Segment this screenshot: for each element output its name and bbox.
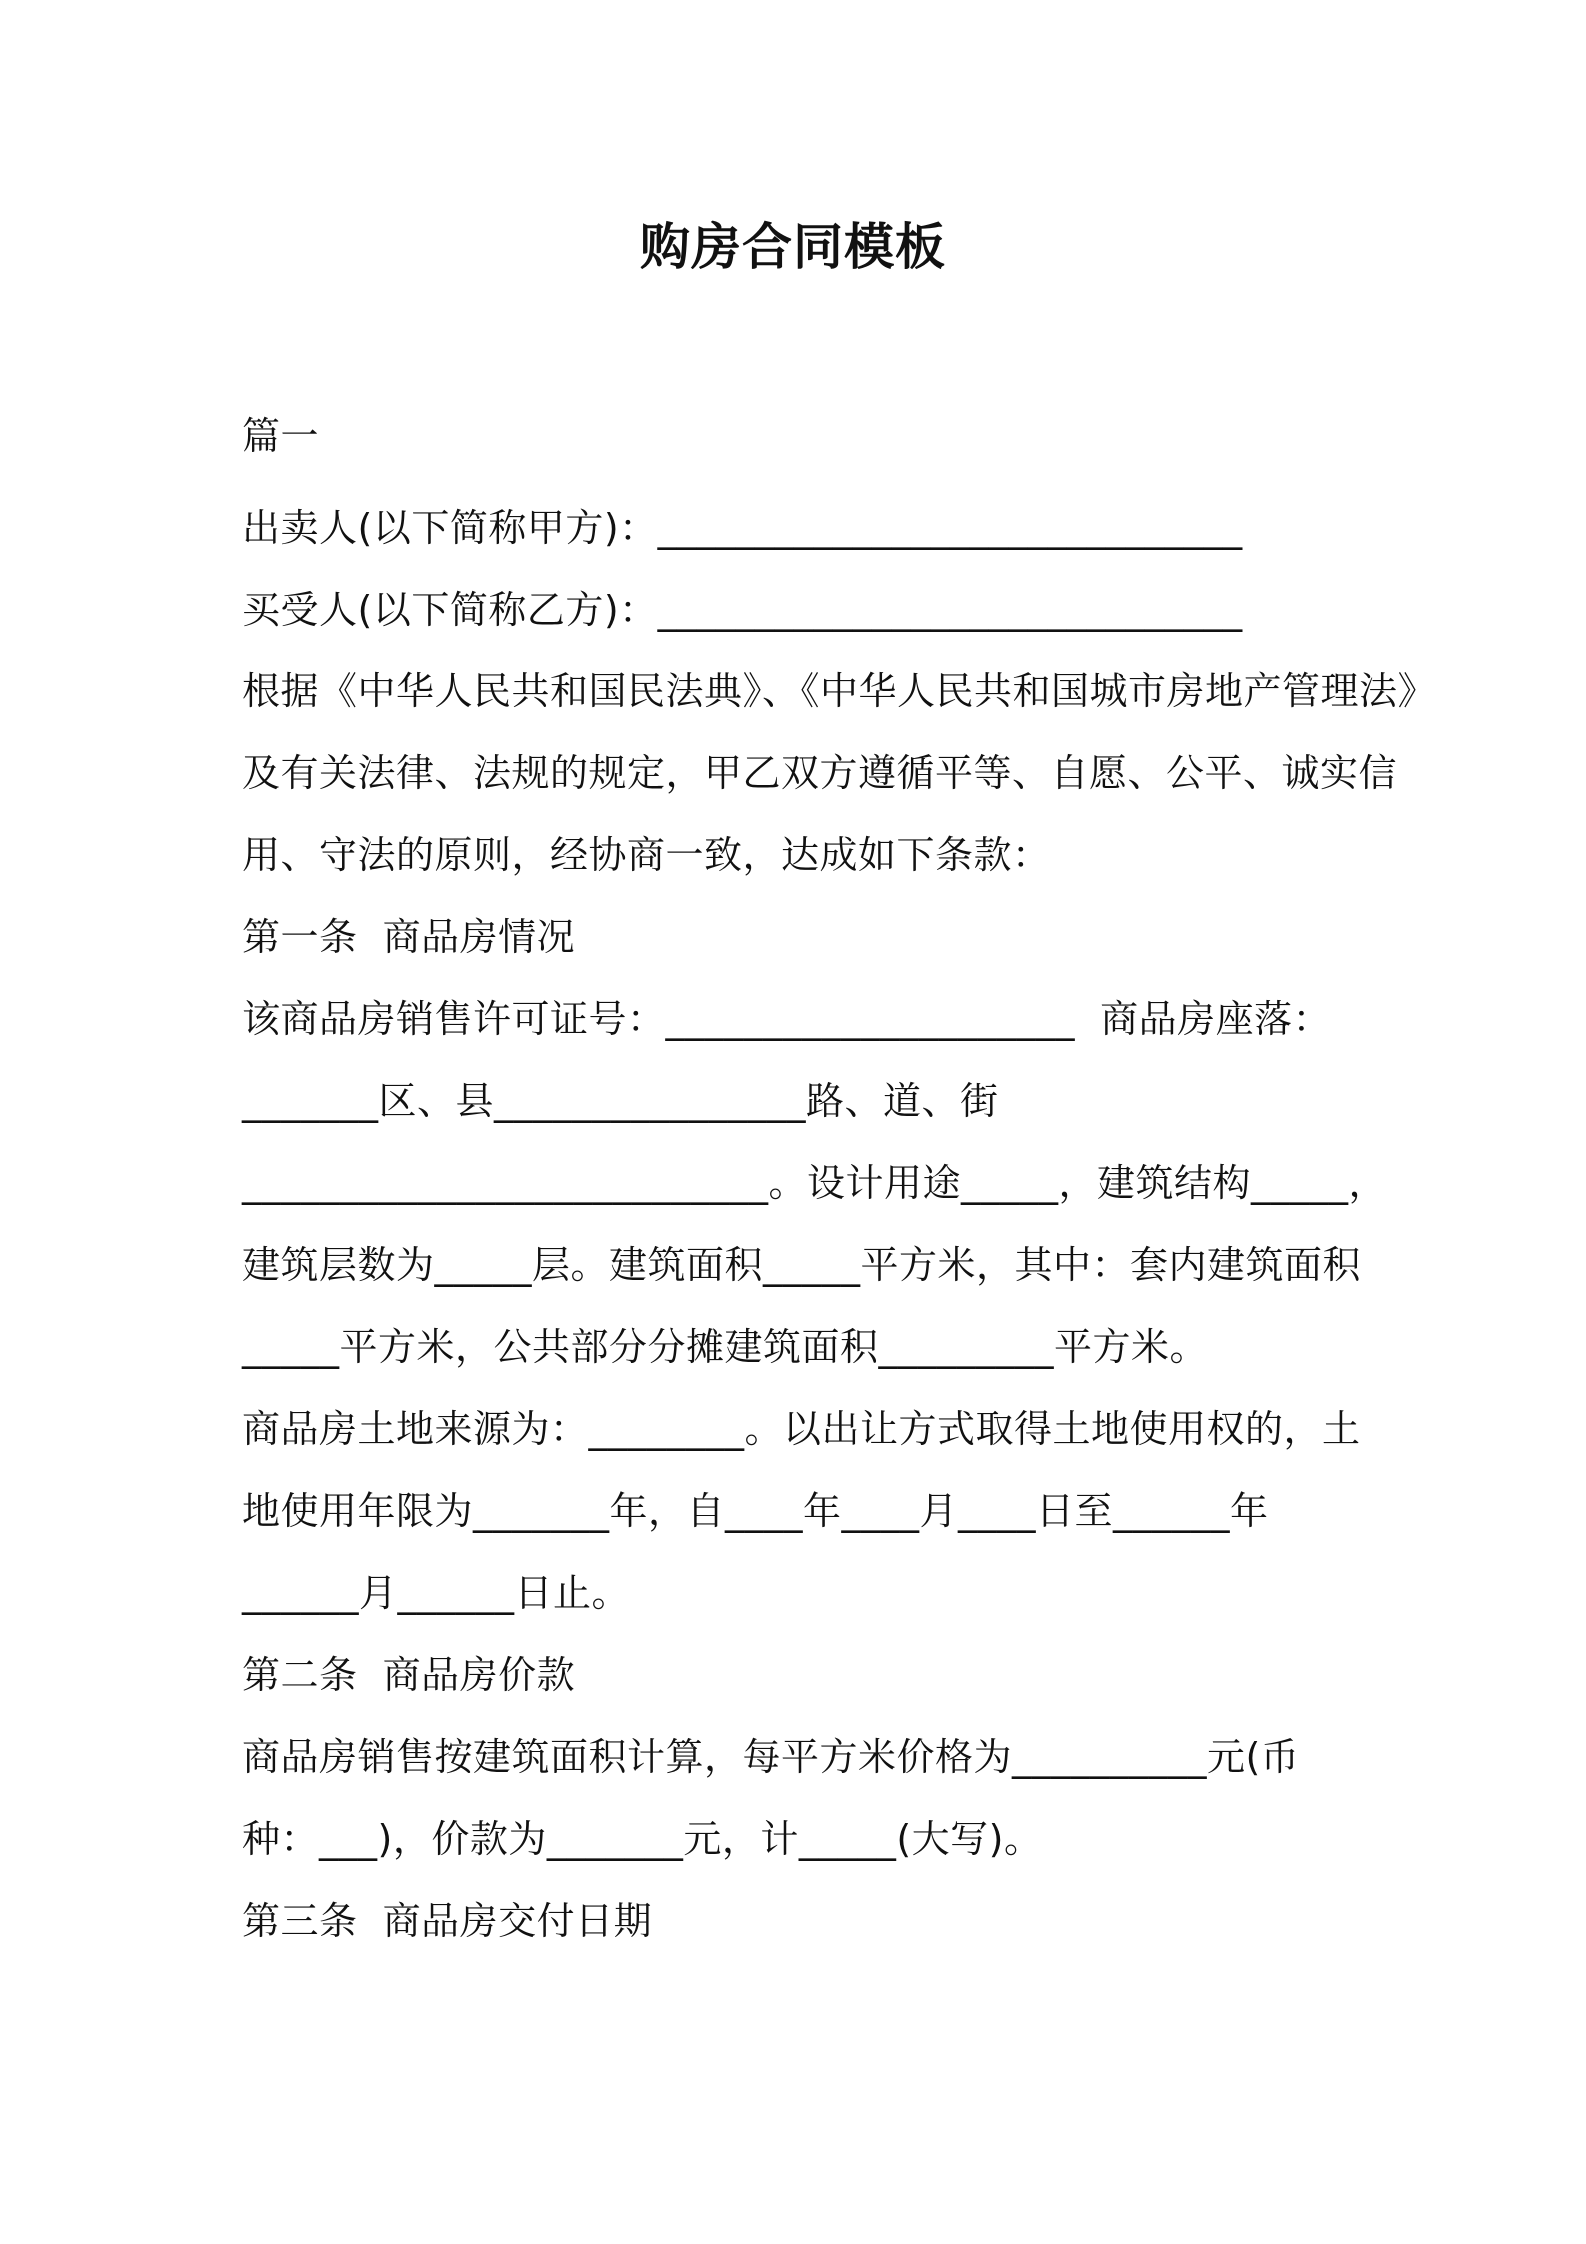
article-3-heading: 第三条 商品房交付日期 <box>242 1899 653 1943</box>
preamble-line-1: 根据《中华人民共和国民法典》、《中华人民共和国城市房地产管理法》 <box>242 669 1437 713</box>
article-1-line-2: _______区、县________________路、道、街 <box>242 1079 999 1123</box>
preamble-line-2: 及有关法律、法规的规定，甲乙双方遵循平等、自愿、公平、诚实信 <box>242 751 1398 795</box>
document-title: 购房合同模板 <box>640 218 946 276</box>
article-1-line-5: _____平方米，公共部分分摊建筑面积_________平方米。 <box>242 1325 1209 1369</box>
article-1-heading: 第一条 商品房情况 <box>242 915 576 959</box>
buyer-line: 买受人(以下简称乙方)：______________________________ <box>242 588 1243 632</box>
article-1-line-3: ___________________________。设计用途_____，建筑结构_____， <box>242 1161 1388 1205</box>
article-1-line-4: 建筑层数为_____层。建筑面积_____平方米，其中：套内建筑面积 <box>242 1243 1362 1287</box>
article-2-heading: 第二条 商品房价款 <box>242 1653 576 1697</box>
article-1-line-8: ______月______日止。 <box>242 1571 631 1615</box>
article-2-line-2: 种：___)，价款为_______元，计_____(大写)。 <box>242 1817 1043 1861</box>
article-1-line-1: 该商品房销售许可证号：_____________________ 商品房座落： <box>242 997 1332 1041</box>
article-1-line-7: 地使用年限为_______年，自____年____月____日至______年 <box>242 1489 1269 1533</box>
article-2-line-1: 商品房销售按建筑面积计算，每平方米价格为__________元(币 <box>242 1735 1300 1779</box>
article-1-line-6: 商品房土地来源为：________。以出让方式取得土地使用权的，土 <box>242 1407 1361 1451</box>
section-heading-part-one: 篇一 <box>242 414 320 458</box>
seller-line: 出卖人(以下简称甲方)：______________________________ <box>242 506 1243 550</box>
preamble-line-3: 用、守法的原则，经协商一致，达成如下条款： <box>242 833 1051 877</box>
